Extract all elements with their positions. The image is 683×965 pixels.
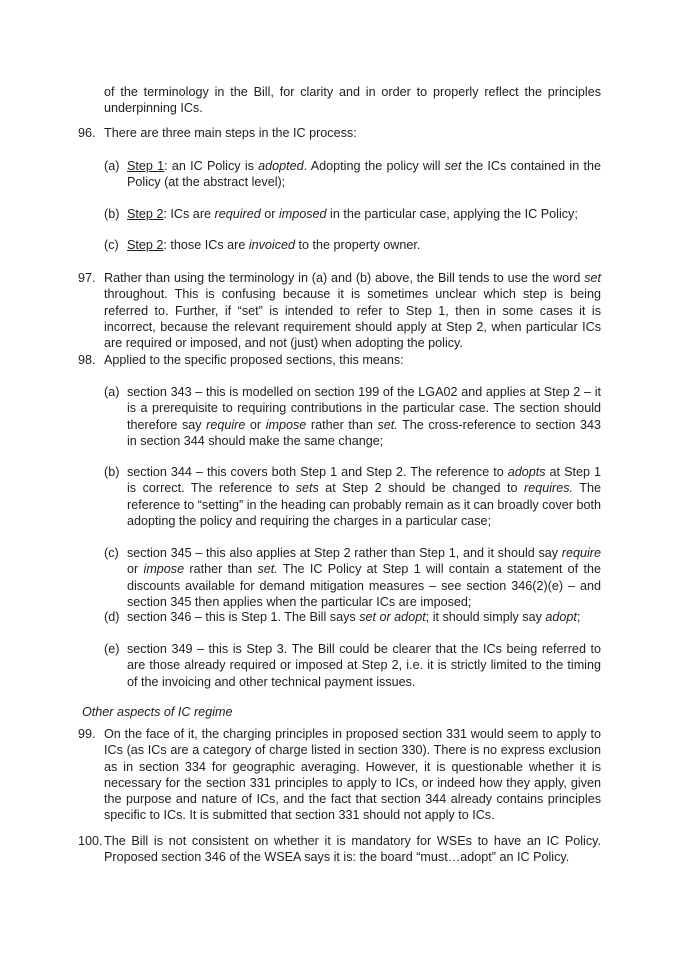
text-run: section 345 – this also applies at Step 2 rather than Step 1, and it should say (127, 546, 562, 560)
text-run: rather than (184, 562, 258, 577)
section-heading: Other aspects of IC regime (82, 705, 233, 719)
para-100-number: 100. (78, 834, 103, 848)
text-run: section 343 – this is modelled on section 199 of the LGA02 and applies at Step 2 – it is a prerequisite to requiring contributions in the particular case. The section should therefore say (127, 385, 601, 432)
text-run: section 346 – this is Step 1. The Bill says (127, 610, 360, 624)
italic-term: imposed (278, 207, 327, 221)
italic-term: set (584, 271, 601, 285)
italic-term: adopted (258, 159, 304, 173)
para-99-number: 99. (78, 727, 96, 741)
text-run: or (245, 417, 266, 432)
text-run: section 344 – this covers both Step 1 and Step 2. The reference to (127, 465, 508, 479)
text-run: or (260, 207, 279, 221)
step-label: Step 2 (127, 207, 164, 221)
italic-term: invoiced (248, 238, 296, 252)
italic-term: require (561, 546, 601, 560)
para-98-c-text (127, 545, 601, 610)
para-98-d-text (127, 609, 601, 625)
italic-term: set (444, 159, 462, 173)
italic-term: set or adopt (359, 610, 426, 624)
step-label: Step 1 (127, 159, 165, 173)
text-run: at Step 2 should be changed to (318, 481, 525, 496)
text-run: The IC Policy at Step 1 will contain a statement of the discounts available for demand mitigation measures – see section 346(2)(e) – and section 345 then applies when the particular ICs are imposed; (127, 562, 601, 609)
para-98-e-text: section 349 – this is Step 3. The Bill could be clearer that the ICs being referred to are those already required or imposed at Step 2, i.e. it is strictly limited to the timing of the invoicing and other technical payment issues. (127, 642, 601, 689)
para-97-text (104, 270, 601, 351)
italic-term: adopts (507, 465, 546, 479)
para-100-text: The Bill is not consistent on whether it is mandatory for WSEs to have an IC Policy. Proposed section 346 of the WSEA says it is: the board “must…adopt” an IC Policy. (104, 834, 601, 865)
para-98-a-label: (a) (104, 385, 120, 399)
para-96-c-text (127, 237, 601, 253)
italic-term: required (214, 207, 261, 221)
italic-term: requires. (524, 481, 574, 496)
italic-term: impose (143, 562, 185, 577)
para-98-b-label: (b) (104, 465, 120, 479)
text-run: to the property owner. (295, 238, 421, 252)
text-run: in the particular case, applying the IC Policy; (326, 207, 578, 221)
para-96-text: There are three main steps in the IC process: (104, 126, 357, 140)
intro-paragraph: of the terminology in the Bill, for clarity and in order to properly reflect the principles underpinning ICs. (104, 85, 601, 116)
para-96-a-text (127, 158, 601, 191)
para-98-text: Applied to the specific proposed sections, this means: (104, 353, 404, 367)
step-label: Step 2 (127, 238, 164, 252)
text-run: : ICs are (163, 207, 215, 221)
para-98-c-label: (c) (104, 546, 119, 560)
text-run: or (127, 562, 144, 577)
text-run: throughout. This is confusing because it is sometimes unclear which step is being referred to. Further, if “set” is intended to refer to Step 1, then in some cases it is incorrect, because the relevant requirement should apply at Step 2, when particular ICs are required or imposed, and not (just) when adopting the policy. (104, 287, 601, 351)
italic-term: impose (265, 417, 307, 432)
italic-term: set. (257, 562, 278, 577)
italic-term: adopt (545, 610, 577, 624)
para-99-text: On the face of it, the charging principles in proposed section 331 would seem to apply to ICs (as ICs are a category of charge listed in section 330). There is no express exclusion as in section 334 for geographic averaging. However, it is questionable whether it is necessary for the section 331 principles to apply to ICs, or indeed how they apply, given the purpose and nature of ICs, and the fact that section 344 already contains principles specific to ICs. It is submitted that section 331 should not apply to ICs. (104, 727, 601, 823)
text-run: : an IC Policy is (164, 159, 259, 173)
text-run: The reference to “setting” in the heading can probably remain as it can broadly cover both adopting the policy and requiring the charges in a particular case; (127, 481, 601, 528)
para-96-c-label: (c) (104, 238, 119, 252)
text-run: rather than (306, 417, 378, 432)
para-98-a-text (127, 384, 601, 449)
para-96-number: 96. (78, 126, 96, 140)
italic-term: require (206, 417, 246, 432)
para-96-b-label: (b) (104, 207, 120, 221)
text-run: Rather than using the terminology in (a) and (b) above, the Bill tends to use the word (104, 271, 585, 285)
para-96-a-label: (a) (104, 159, 120, 173)
italic-term: set. (377, 417, 398, 432)
text-run: at Step 1 is correct. The reference to (127, 465, 601, 496)
text-run: ; (576, 610, 581, 624)
para-96-b-text (127, 206, 601, 222)
para-98-number: 98. (78, 353, 96, 367)
text-run: the ICs contained in the Policy (at the abstract level); (127, 159, 601, 190)
para-98-d-label: (d) (104, 610, 120, 624)
text-run: : those ICs are (163, 238, 249, 252)
para-98-e-label: (e) (104, 642, 120, 656)
para-98-b-text (127, 464, 601, 529)
text-run: ; it should simply say (425, 610, 546, 624)
italic-term: sets (295, 481, 319, 496)
text-run: The cross-reference to section 343 in section 344 should make the same change; (127, 417, 601, 448)
text-run: . Adopting the policy will (303, 159, 445, 173)
para-97-number: 97. (78, 271, 96, 285)
